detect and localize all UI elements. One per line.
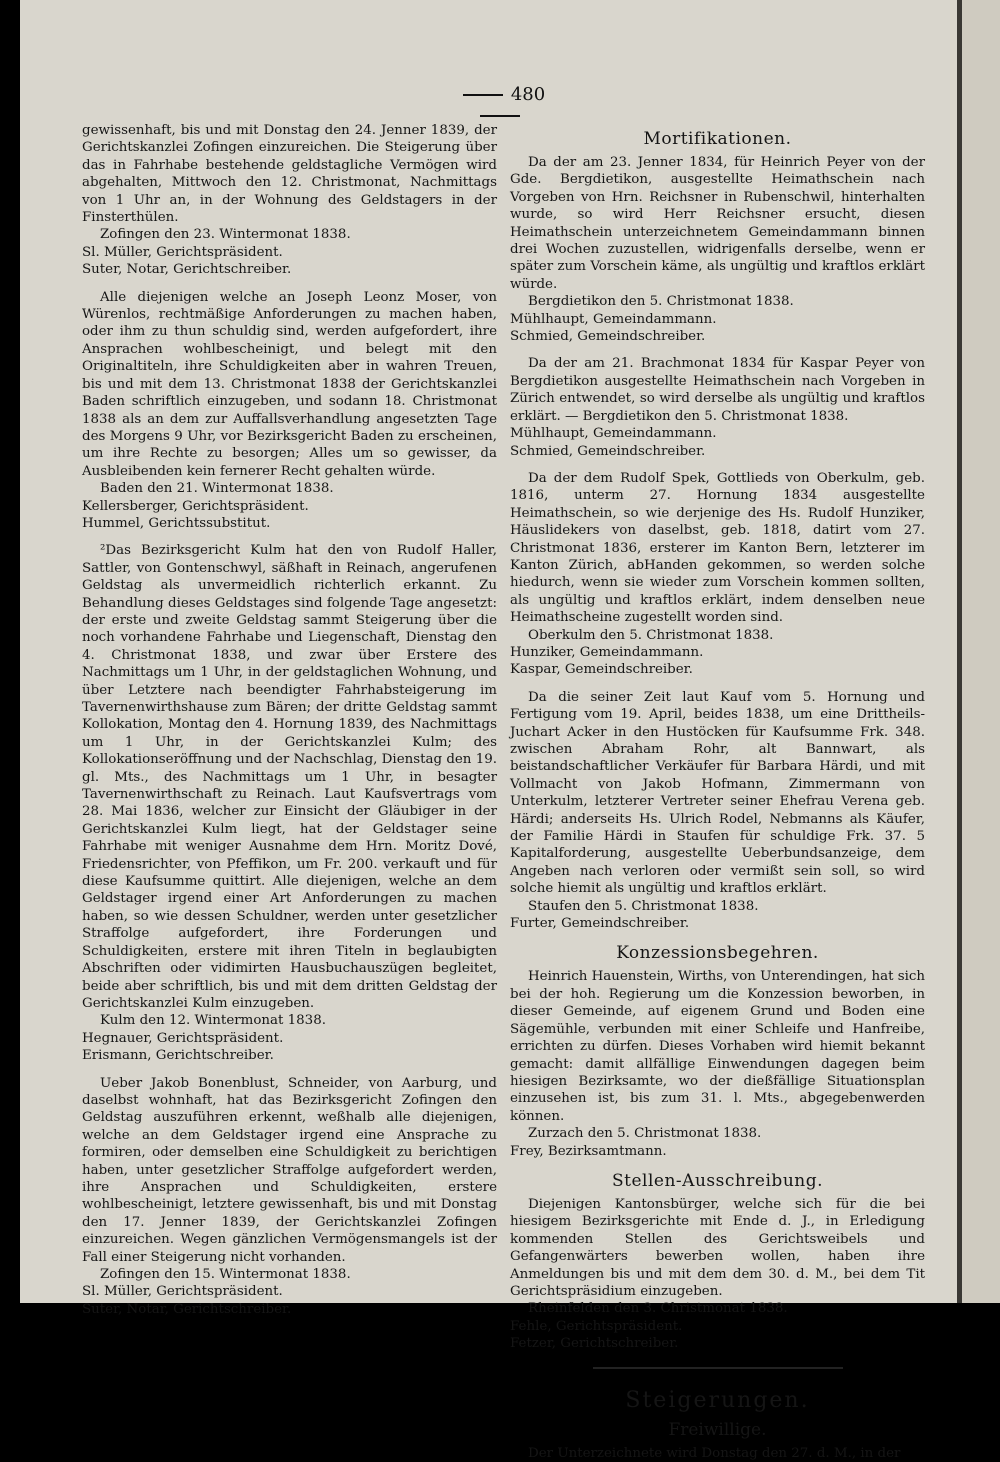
notice-signature: Furter, Gemeindschreiber. <box>510 916 690 932</box>
notice-text: ²Das Bezirksgericht Kulm hat den von Rudolf Haller, Sattler, von Gontenschwyl, säßhaft in Reinach, angerufenen Geldstag als unvermeidlich richterlich erkannt. Zu Behandlung dieses Geldstages sind folgende Tage angesetzt: der erste und zweite Geldstag sammt Steigerung über die noch vorhandene Fahrhabe und Liegenschaft, Dienstag den 4. Christmonat 1838, und zwar über Erstere des Nachmittags um 1 Uhr, in der geldstaglichen Wohnung, und über Letztere nach beendigter Fahrhabsteigerung im Tavernenwirthshause zum Bären; der dritte Geldstag sammt Kollokation, Montag den 4. Hornung 1839, des Nachmittags um 1 Uhr, in der Gerichtskanzlei Kulm; des Kollokationseröffnung und der Nachschlag, Dienstag den 19. gl. Mts., des Nachmittags um 1 Uhr, in besagter Tavernenwirthschaft zu Reinach. Laut Kaufsvertrags vom 28. Mai 1836, welcher zur Einsicht der Gläubiger in der Gerichtskanzlei Kulm liegt, hat der Geldstager seine Fahrhabe mit weniger Ausnahme dem Hrn. Moritz Dové, Friedensrichter, von Pfeffikon, um Fr. 200. verkauft und für diese Kaufsumme quittirt. Alle diejenigen, welche an dem Geldstager irgend einer Art Anforderungen zu machen haben, so wie dessen Schuldner, werden unter gesetzlicher Straffolge aufgefordert, ihre Forderungen und Schuldigkeiten, erstere mit ihren Titeln in beglaubigten Abschriften oder vidimirten Hausbuchauszügen begleitet, beide aber schriftlich, bis und mit dem dritten Geldstag der Gerichtskanzlei Kulm einzugeben. <box>82 543 497 1011</box>
notice-text: Alle diejenigen welche an Joseph Leonz Moser, von Würenlos, rechtmäßige Anforderungen zu machen haben, oder ihm zu thun schuldig sind, werden aufgefordert, ihre Ansprachen wohlbescheinigt, und belegt mit den Originaltiteln, ihre Schuldigkeiten aber in wahren Treuen, bis und mit dem 13. Christmonat 1838 der Gerichtskanzlei Baden schriftlich einzugeben, und sodann 18. Christmonat 1838 als an dem zur Auffallsverhandlung angesetzten Tage des Morgens 9 Uhr, vor Bezirksgericht Baden zu erscheinen, um ihre Rechte zu besorgen; Alles um so gewisser, da Ausbleibenden kein fernerer Recht gehalten würde. <box>82 289 497 479</box>
notice-mortification-4 <box>510 689 925 933</box>
notice-date: Baden den 21. Wintermonat 1838. <box>100 481 334 497</box>
notice-signature: Mühlhaupt, Gemeindammann. <box>510 426 717 442</box>
notice-signature: Suter, Notar, Gerichtschreiber. <box>82 262 292 278</box>
section-heading-steigerungen: Steigerungen. <box>625 1387 810 1413</box>
notice-date: Rheinfelden den 3. Christmonat 1838. <box>528 1301 788 1317</box>
notice-mortification-3 <box>510 470 925 679</box>
notice-date: Zofingen den 23. Wintermonat 1838. <box>100 227 351 243</box>
notice-signature: Hummel, Gerichtssubstitut. <box>82 515 271 531</box>
subheading-freiwillige: Freiwillige. <box>668 1419 767 1440</box>
notice-text: Ueber Jakob Bonenblust, Schneider, von Aarburg, und daselbst wohnhaft, hat das Bezirksgericht Zofingen den Geldstag auszuführen erkennt, weßhalb alle diejenigen, welche an dem Geldstager irgend eine Ansprache zu formiren, oder demselben eine Schuldigkeit zu berichtigen haben, unter gesetzlicher Straffolge aufgefordert werden, ihre Ansprachen und Schuldigkeiten, erstere wohlbescheinigt, letztere gewissenhaft, bis und mit Donstag den 17. Jenner 1839, der Gerichtskanzlei Zofingen einzureichen. Wegen gänzlichen Vermögensmangels ist der Fall einer Steigerung nicht vorhanden. <box>82 1075 497 1265</box>
notice-signature: Schmied, Gemeindschreiber. <box>510 329 706 345</box>
notice-date: Oberkulm den 5. Christmonat 1838. <box>528 627 774 643</box>
section-heading-konzessionsbegehren: Konzessionsbegehren. <box>616 943 819 964</box>
section-heading-stellen-ausschreibung: Stellen-Ausschreibung. <box>612 1170 823 1191</box>
next-page-edge <box>962 0 1000 1303</box>
notice-text: Da die seiner Zeit laut Kauf vom 5. Hornung und Fertigung vom 19. April, beides 1838, um eine Drittheils-Juchart Acker in den Hustöcken für Kaufsumme Frk. 348. zwischen Abraham Rohr, alt Bannwart, als beistandschaftlicher Verkäufer für Barbara Härdi, und mit Vollmacht von Jakob Hofmann, Zimmermann von Unterkulm, letzterer Vertreter seiner Ehefrau Verena geb. Härdi; anderseits Hs. Ulrich Rodel, Nebmanns als Käufer, der Familie Härdi in Staufen für schuldige Frk. 37. 5 Kapitalforderung, ausgestellte Ueberbundsanzeige, dem Angeben nach verloren oder vermißt sein soll, so wird solche hiemit als ungültig und kraftlos erklärt. <box>510 689 925 897</box>
notice-signature: Sl. Müller, Gerichtspräsident. <box>82 1284 283 1300</box>
notice-signature: Hegnauer, Gerichtspräsident. <box>82 1030 284 1046</box>
notice-text: Da der dem Rudolf Spek, Gottlieds von Oberkulm, geb. 1816, unterm 27. Hornung 1834 ausgestellte Heimathschein, so wie derjenige des Hs. Rudolf Hunziker, Häuslidekers von daselbst, geb. 1818, datirt vom 27. Christmonat 1836, ersterer im Kanton Bern, letzterer im Kanton Zürich, abHanden gekommen, so werden solche hiedurch, wenn sie wieder zum Vorschein kommen sollten, als ungültig und kraftlos erklärt, indem denselben neue Heimathscheine zugestellt worden sind. <box>510 470 925 626</box>
page-number: 480 <box>430 84 570 126</box>
notice-mortification-1 <box>510 154 925 345</box>
notice-text: Da der am 21. Brachmonat 1834 für Kaspar Peyer von Bergdietikon ausgestellte Heimathschein nach Vorgeben in Zürich entwendet, so wird derselbe als ungültig und kraftlos erklärt. — Bergdietikon den 5. Christmonat 1838. <box>510 356 925 424</box>
section-divider <box>593 1367 843 1369</box>
notice-text: Der Unterzeichnete wird Donstag den 27. d. M., in der <box>528 1445 901 1461</box>
left-column <box>82 122 497 1328</box>
section-heading-mortifikationen: Mortifikationen. <box>643 129 792 149</box>
notice-zofingen-1 <box>82 122 497 279</box>
notice-signature: Kaspar, Gemeindschreiber. <box>510 662 693 678</box>
notice-job-posting <box>510 1196 925 1353</box>
notice-concession <box>510 968 925 1159</box>
notice-baden <box>82 289 497 533</box>
notice-signature: Sl. Müller, Gerichtspräsident. <box>82 244 283 260</box>
notice-text: Heinrich Hauenstein, Wirths, von Unterendingen, hat sich bei der hoh. Regierung um die Konzession beworben, in dieser Gemeinde, auf eigenem Grund und Boden eine Sägemühle, verbunden mit einer Schleife und Hanfreibe, errichten zu dürfen. Dieses Vorhaben wird hiemit bekannt gemacht: damit allfällige Einwendungen dagegen beim hiesigen Bezirksamte, wo der dießfällige Situationsplan einzusehen ist, bis zum 31. l. Mts., abgegebenwerden können. <box>510 969 925 1124</box>
notice-signature: Frey, Bezirksamtmann. <box>510 1143 667 1159</box>
notice-date: Staufen den 5. Christmonat 1838. <box>528 898 759 914</box>
notice-signature: Kellersberger, Gerichtspräsident. <box>82 498 309 514</box>
notice-signature: Fehle, Gerichtspräsident. <box>510 1318 683 1334</box>
notice-signature: Fetzer, Gerichtschreiber. <box>510 1336 679 1352</box>
notice-signature: Erismann, Gerichtschreiber. <box>82 1048 274 1064</box>
notice-date: Bergdietikon den 5. Christmonat 1838. <box>528 294 794 310</box>
notice-kulm <box>82 542 497 1064</box>
notice-text: Da der am 23. Jenner 1834, für Heinrich Peyer von der Gde. Bergdietikon, ausgestellte Heimathschein nach Vorgeben von Hrn. Reichsner in Rubenschwil, hinterhalten wurde, so wird Herr Reichsner ersucht, diesen Heimathschein unterzeichnetem Gemeindammann binnen drei Wochen zuzustellen, widrigenfalls derselbe, wenn er später zum Vorschein käme, als ungültig und kraftlos erklärt würde. <box>510 155 925 292</box>
notice-mortification-2 <box>510 355 925 459</box>
notice-text: Diejenigen Kantonsbürger, welche sich für die bei hiesigem Bezirksgerichte mit Ende d. J., in Erledigung kommenden Stellen des Gerichtsweibels und Gefangenwärters bewerben wollen, haben ihre Anmeldungen bis und mit dem dem 30. d. M., bei dem Tit Gerichtspräsidium einzugeben. <box>510 1196 925 1299</box>
notice-signature: Suter, Notar, Gerichtschreiber. <box>82 1301 292 1317</box>
newspaper-page <box>20 0 960 1461</box>
notice-date: Zurzach den 5. Christmonat 1838. <box>528 1126 762 1142</box>
right-column <box>510 122 925 1462</box>
notice-signature: Mühlhaupt, Gemeindammann. <box>510 311 717 327</box>
notice-date: Kulm den 12. Wintermonat 1838. <box>100 1013 326 1029</box>
notice-zofingen-2 <box>82 1075 497 1319</box>
notice-signature: Schmied, Gemeindschreiber. <box>510 443 706 459</box>
notice-signature: Hunziker, Gemeindammann. <box>510 644 704 660</box>
notice-text: gewissenhaft, bis und mit Donstag den 24. Jenner 1839, der Gerichtskanzlei Zofingen einzureichen. Die Steigerung über das in Fahrhabe bestehende geldstagliche Vermögen wird abgehalten, Mittwoch den 12. Christmonat, Nachmittags von 1 Uhr an, in der Wohnung des Geldstagers in der Finsterthülen. <box>82 123 497 226</box>
notice-date: Zofingen den 15. Wintermonat 1838. <box>100 1267 351 1282</box>
